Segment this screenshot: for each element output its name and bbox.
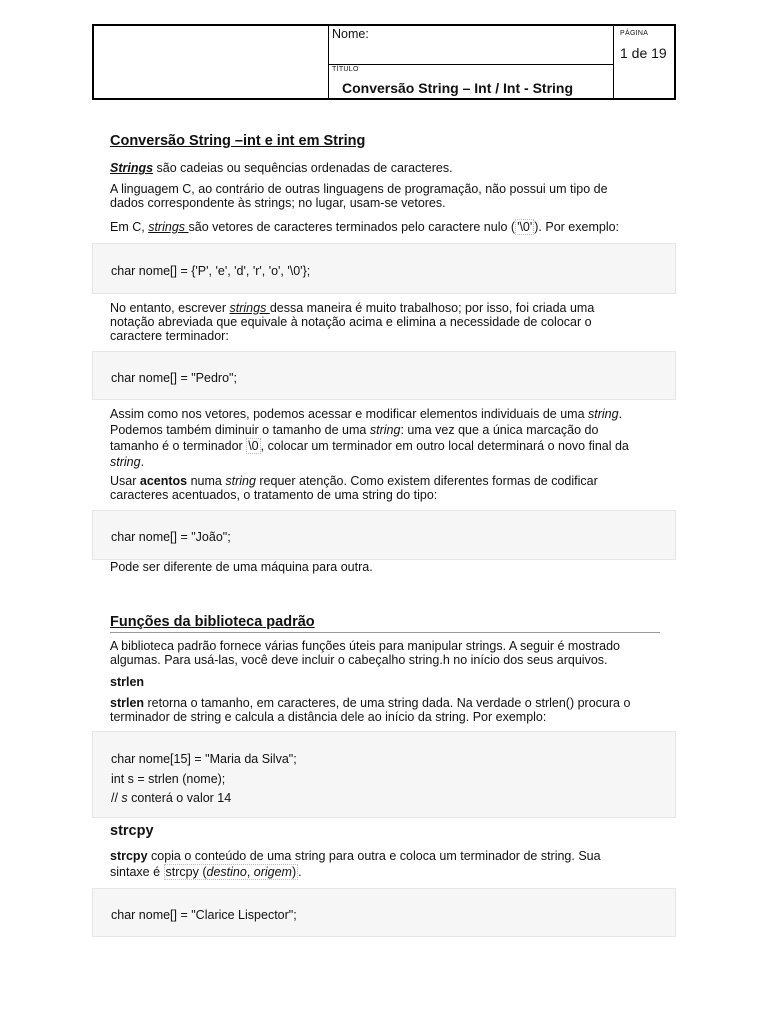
subheading-strcpy: strcpy <box>110 823 154 839</box>
text: Assim como nos vetores, podemos acessar e modificar elementos individuais de uma <box>110 407 588 421</box>
term: destino <box>206 865 247 879</box>
inline-code: '\0' <box>517 220 533 234</box>
subheading-strlen: strlen <box>110 675 145 689</box>
bold-term: acentos <box>139 474 188 488</box>
paragraph <box>110 220 665 234</box>
text: strcpy ( <box>165 865 207 879</box>
term: string <box>225 474 256 488</box>
text: No entanto, escrever <box>110 301 230 315</box>
paragraph <box>110 406 665 470</box>
text: ). Por exemplo: <box>534 220 620 234</box>
paragraph: Pode ser diferente de uma máquina para outra. <box>110 560 373 574</box>
code-line: int s = strlen (nome); <box>111 772 226 786</box>
term: s <box>121 791 128 805</box>
heading-rule <box>110 632 660 633</box>
term: string <box>588 407 619 421</box>
text: algumas. Para usá-las, você deve incluir o cabeçalho string.h no início dos seus arquivos. <box>110 653 608 667</box>
section-heading: Conversão String –int e int em String <box>110 133 366 149</box>
text: tamanho é o terminador <box>110 439 247 453</box>
code-line: char nome[] = {'P', 'e', 'd', 'r', 'o', '\0'}; <box>111 264 311 278</box>
text: caracteres acentuados, o tratamento de uma string do tipo: <box>110 488 438 502</box>
text: notação abreviada que equivale à notação acima e elimina a necessidade de colocar o <box>110 315 592 329</box>
text: terminador de string e calcula a distância dele ao início da string. Por exemplo: <box>110 710 547 724</box>
code-block <box>92 510 676 560</box>
text: caractere terminador: <box>110 329 229 343</box>
code-block <box>92 243 676 294</box>
pagina-label: PÁGINA <box>620 30 649 37</box>
page-number: 1 de 19 <box>620 45 667 61</box>
paragraph <box>110 848 665 880</box>
header-divider <box>328 26 329 98</box>
text: ) <box>291 865 297 879</box>
text: dessa maneira é muito trabalhoso; por isso, foi criada uma <box>269 301 595 315</box>
code-line <box>111 791 231 805</box>
text: copia o conteúdo de uma string para outra e coloca um terminador de string. Sua <box>147 849 601 863</box>
text: retorna o tamanho, em caracteres, de uma string dada. Na verdade o strlen() procura o <box>144 696 631 710</box>
nome-label: Nome: <box>332 27 369 41</box>
term: strings <box>229 301 270 315</box>
text: . <box>140 455 145 469</box>
titulo-label: TÍTULO <box>332 66 359 73</box>
code-block <box>92 351 676 400</box>
text: A biblioteca padrão fornece várias funções úteis para manipular strings. A seguir é mostrado <box>110 639 621 653</box>
code-line: char nome[] = "Clarice Lispector"; <box>111 908 297 922</box>
text: . <box>618 407 623 421</box>
text: Podemos também diminuir o tamanho de uma <box>110 423 370 437</box>
text: são vetores de caracteres terminados pelo caractere nulo ( <box>188 220 516 234</box>
term: origem <box>253 865 292 879</box>
inline-code <box>164 864 302 880</box>
bold-term: strlen <box>110 696 145 710</box>
text: Usar <box>110 474 140 488</box>
paragraph <box>110 639 665 667</box>
inline-code: \0 <box>248 439 259 453</box>
code-block <box>92 888 676 937</box>
text: : uma vez que a única marcação do <box>400 423 599 437</box>
text: conterá o valor 14 <box>127 791 232 805</box>
header-divider <box>328 64 613 65</box>
text: dados correspondente às strings; no lugar, usam-se vetores. <box>110 196 446 210</box>
paragraph <box>110 474 665 502</box>
text: . <box>298 865 302 879</box>
term: strings <box>148 220 189 234</box>
paragraph <box>110 182 665 210</box>
text: Em C, <box>110 220 149 234</box>
text: // <box>111 791 122 805</box>
term: string <box>369 423 401 437</box>
paragraph <box>110 161 665 175</box>
document-title: Conversão String – Int / Int - String <box>342 80 574 96</box>
code-line: char nome[] = "João"; <box>111 530 231 544</box>
code-line: char nome[15] = "Maria da Silva"; <box>111 752 297 766</box>
term: string <box>110 455 141 469</box>
term: Strings <box>110 161 154 175</box>
header-divider <box>613 26 614 98</box>
code-line: char nome[] = "Pedro"; <box>111 371 237 385</box>
text: A linguagem C, ao contrário de outras linguagens de programação, não possui um tipo de <box>110 182 608 196</box>
text: requer atenção. Como existem diferentes formas de codificar <box>255 474 598 488</box>
text: , colocar um terminador em outro local determinará o novo final da <box>260 439 629 453</box>
paragraph <box>110 696 665 724</box>
text: são cadeias ou sequências ordenadas de caracteres. <box>153 161 453 175</box>
text: sintaxe é <box>110 865 164 879</box>
section-heading: Funções da biblioteca padrão <box>110 614 315 630</box>
code-block <box>92 731 676 818</box>
text: , <box>246 865 254 879</box>
text: numa <box>187 474 226 488</box>
bold-term: strcpy <box>110 849 148 863</box>
paragraph <box>110 301 665 343</box>
